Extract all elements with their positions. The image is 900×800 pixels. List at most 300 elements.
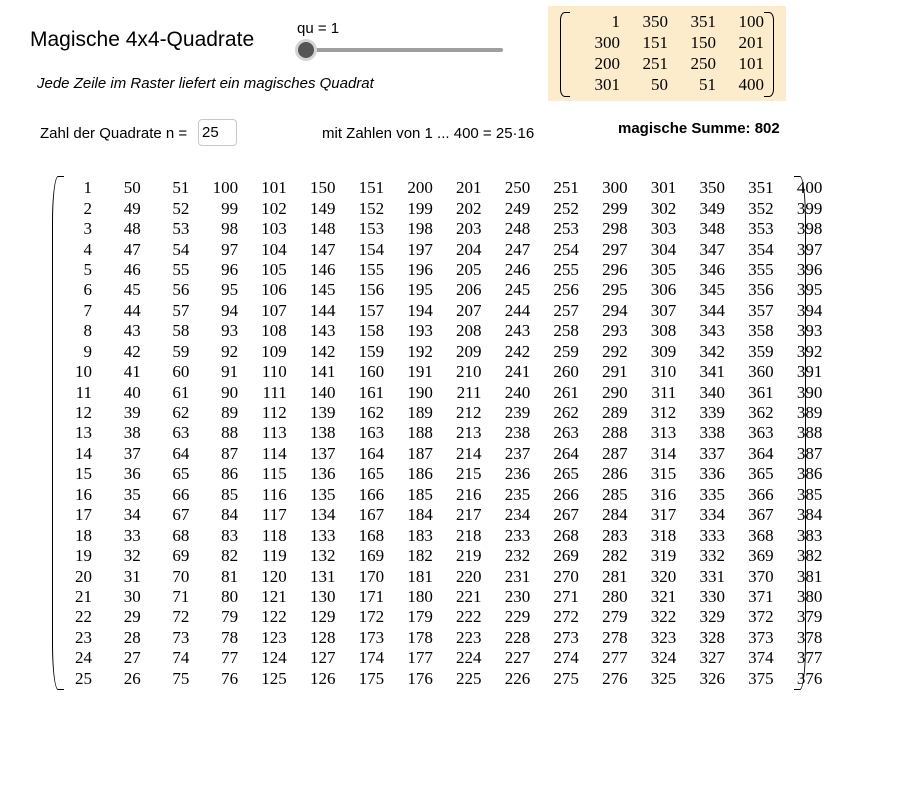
grid-cell: 327 <box>699 648 725 668</box>
grid-cell: 159 <box>358 341 385 361</box>
grid-cell: 95 <box>221 280 239 300</box>
grid-cell: 248 <box>504 219 531 239</box>
grid-cell: 104 <box>261 239 287 259</box>
grid-cell: 197 <box>407 239 433 259</box>
grid-cell: 225 <box>456 668 482 688</box>
grid-cell: 171 <box>358 586 385 606</box>
grid-cell: 243 <box>504 321 531 341</box>
grid-cell: 40 <box>123 382 141 402</box>
grid-cell: 251 <box>553 178 579 198</box>
square-cell: 300 <box>594 33 620 52</box>
grid-cell: 269 <box>553 546 579 566</box>
grid-cell: 295 <box>602 280 628 300</box>
grid-cell: 38 <box>123 423 141 443</box>
grid-cell: 122 <box>261 607 287 627</box>
grid-cell: 347 <box>699 239 725 259</box>
grid-cell: 187 <box>407 443 433 463</box>
grid-cell: 213 <box>456 423 482 443</box>
grid-cell: 324 <box>650 648 677 668</box>
grid-cell: 257 <box>553 300 579 320</box>
grid-cell: 288 <box>602 423 628 443</box>
grid-cell: 57 <box>172 300 190 320</box>
grid-cell: 331 <box>699 566 725 586</box>
grid-cell: 346 <box>699 259 725 279</box>
square-row <box>572 74 764 95</box>
grid-cell: 334 <box>699 505 725 525</box>
grid-cell: 256 <box>553 280 579 300</box>
grid-row <box>62 362 822 382</box>
count-label: Zahl der Quadrate n = <box>40 125 188 142</box>
grid-cell: 261 <box>553 382 579 402</box>
grid-cell: 55 <box>172 259 190 279</box>
grid-cell: 150 <box>309 178 336 198</box>
grid-cell: 365 <box>748 464 774 484</box>
grid-cell: 39 <box>123 403 141 423</box>
grid-cell: 278 <box>602 627 628 647</box>
current-square-panel <box>548 6 786 101</box>
grid-cell: 385 <box>796 484 823 504</box>
grid-cell: 100 <box>212 178 239 198</box>
grid-cell: 293 <box>602 321 628 341</box>
grid-row <box>62 423 822 443</box>
grid-cell: 321 <box>650 586 677 606</box>
grid-cell: 46 <box>123 259 141 279</box>
grid-cell: 26 <box>123 668 141 688</box>
grid-cell: 374 <box>748 648 774 668</box>
square-cell: 350 <box>642 12 668 31</box>
grid-row <box>62 260 822 280</box>
grid-cell: 210 <box>456 362 482 382</box>
grid-cell: 58 <box>172 321 190 341</box>
grid-row <box>62 485 822 505</box>
grid-cell: 303 <box>650 219 677 239</box>
square-row <box>572 11 764 32</box>
grid-cell: 28 <box>123 627 141 647</box>
grid-cell: 92 <box>221 341 239 361</box>
grid-cell: 370 <box>748 566 774 586</box>
grid-cell: 144 <box>309 300 336 320</box>
grid-row <box>62 648 822 668</box>
grid-cell: 7 <box>83 300 92 320</box>
grid-cell: 250 <box>504 178 531 198</box>
grid-cell: 188 <box>407 423 433 443</box>
grid-cell: 143 <box>309 321 336 341</box>
grid-cell: 388 <box>796 423 823 443</box>
grid-row <box>62 239 822 259</box>
grid-cell: 270 <box>553 566 579 586</box>
grid-cell: 175 <box>358 668 385 688</box>
grid-cell: 135 <box>309 484 336 504</box>
grid-cell: 86 <box>221 464 239 484</box>
grid-cell: 218 <box>456 525 482 545</box>
grid-cell: 205 <box>456 259 482 279</box>
grid-cell: 344 <box>699 300 725 320</box>
grid-cell: 314 <box>650 443 677 463</box>
grid-cell: 156 <box>358 280 385 300</box>
grid-cell: 80 <box>221 586 239 606</box>
grid-cell: 121 <box>261 586 287 606</box>
grid-cell: 170 <box>358 566 385 586</box>
grid-cell: 184 <box>407 505 433 525</box>
grid-cell: 138 <box>309 423 336 443</box>
grid-cell: 358 <box>748 321 774 341</box>
grid-cell: 146 <box>309 259 336 279</box>
grid-cell: 379 <box>796 607 823 627</box>
grid-cell: 223 <box>456 627 482 647</box>
grid-cell: 27 <box>123 648 141 668</box>
grid-row <box>62 505 822 525</box>
range-text: mit Zahlen von 1 ... 400 = 25·16 <box>322 125 535 142</box>
grid-row <box>62 566 822 586</box>
grid-cell: 224 <box>456 648 482 668</box>
grid-cell: 77 <box>221 648 239 668</box>
grid-cell: 54 <box>172 239 190 259</box>
grid-cell: 160 <box>358 362 385 382</box>
page-title: Magische 4x4-Quadrate <box>30 28 255 51</box>
grid-cell: 296 <box>602 259 628 279</box>
grid-cell: 12 <box>75 403 92 423</box>
grid-cell: 158 <box>358 321 385 341</box>
grid-cell: 330 <box>699 586 725 606</box>
grid-cell: 43 <box>123 321 141 341</box>
grid-cell: 306 <box>650 280 677 300</box>
grid-cell: 230 <box>504 586 531 606</box>
grid-cell: 315 <box>650 464 677 484</box>
grid-cell: 33 <box>123 525 141 545</box>
grid-cell: 398 <box>796 219 823 239</box>
grid-cell: 310 <box>650 362 677 382</box>
grid-cell: 211 <box>456 382 482 402</box>
grid-cell: 37 <box>123 443 141 463</box>
grid-cell: 148 <box>309 219 336 239</box>
grid-cell: 185 <box>407 484 433 504</box>
grid-cell: 120 <box>261 566 287 586</box>
grid-cell: 246 <box>504 259 531 279</box>
grid-cell: 105 <box>261 259 287 279</box>
grid-cell: 342 <box>699 341 725 361</box>
grid-cell: 275 <box>553 668 579 688</box>
square-cell: 150 <box>690 33 716 52</box>
grid-cell: 209 <box>456 341 482 361</box>
grid-row <box>62 464 822 484</box>
grid-cell: 274 <box>553 648 579 668</box>
grid-cell: 1 <box>83 178 92 198</box>
grid-cell: 32 <box>123 546 141 566</box>
grid-cell: 233 <box>504 525 531 545</box>
grid-cell: 71 <box>172 586 190 606</box>
grid-cell: 400 <box>796 178 823 198</box>
grid-cell: 29 <box>123 607 141 627</box>
grid-cell: 22 <box>75 607 92 627</box>
grid-cell: 309 <box>650 341 677 361</box>
grid-cell: 272 <box>553 607 579 627</box>
grid-cell: 130 <box>309 586 336 606</box>
square-cell: 200 <box>594 54 620 73</box>
grid-cell: 114 <box>261 443 287 463</box>
grid-cell: 320 <box>650 566 677 586</box>
grid-row <box>62 301 822 321</box>
grid-cell: 102 <box>261 198 287 218</box>
grid-cell: 300 <box>602 178 628 198</box>
grid-cell: 149 <box>309 198 336 218</box>
grid-cell: 167 <box>358 505 385 525</box>
grid-cell: 147 <box>309 239 336 259</box>
grid-cell: 76 <box>221 668 239 688</box>
grid-cell: 318 <box>650 525 677 545</box>
grid-cell: 124 <box>261 648 287 668</box>
grid-cell: 82 <box>221 546 239 566</box>
grid-cell: 3 <box>83 219 92 239</box>
grid-cell: 289 <box>602 403 628 423</box>
grid-cell: 376 <box>796 668 823 688</box>
grid-cell: 301 <box>650 178 677 198</box>
count-input[interactable] <box>198 119 237 146</box>
grid-cell: 165 <box>358 464 385 484</box>
grid-cell: 173 <box>358 627 385 647</box>
grid-cell: 202 <box>456 198 482 218</box>
grid-cell: 332 <box>699 546 725 566</box>
grid-cell: 350 <box>699 178 725 198</box>
grid-cell: 13 <box>75 423 92 443</box>
grid-cell: 139 <box>309 403 336 423</box>
grid-cell: 178 <box>407 627 433 647</box>
grid-cell: 83 <box>221 525 239 545</box>
grid-cell: 336 <box>699 464 725 484</box>
square-cell: 1 <box>611 12 620 31</box>
grid-cell: 60 <box>172 362 190 382</box>
grid-cell: 221 <box>456 586 482 606</box>
grid-cell: 90 <box>221 382 239 402</box>
grid-cell: 337 <box>699 443 725 463</box>
grid-cell: 363 <box>748 423 774 443</box>
grid-cell: 290 <box>602 382 628 402</box>
square-cell: 351 <box>690 12 716 31</box>
grid-cell: 141 <box>309 362 336 382</box>
grid-cell: 94 <box>221 300 239 320</box>
grid-cell: 299 <box>602 198 628 218</box>
grid-cell: 131 <box>309 566 336 586</box>
grid-cell: 78 <box>221 627 239 647</box>
grid-cell: 6 <box>83 280 92 300</box>
grid-cell: 280 <box>602 586 628 606</box>
grid-cell: 47 <box>123 239 141 259</box>
grid-cell: 52 <box>172 198 190 218</box>
grid-cell: 93 <box>221 321 239 341</box>
grid-cell: 281 <box>602 566 628 586</box>
grid-cell: 179 <box>407 607 433 627</box>
grid-cell: 215 <box>456 464 482 484</box>
slider-label: qu = 1 <box>297 20 340 37</box>
grid-cell: 70 <box>172 566 190 586</box>
grid-cell: 2 <box>83 198 92 218</box>
grid-cell: 89 <box>221 403 239 423</box>
grid-cell: 74 <box>172 648 190 668</box>
grid-cell: 396 <box>796 259 823 279</box>
grid-cell: 17 <box>75 505 92 525</box>
grid-cell: 244 <box>504 300 531 320</box>
grid-cell: 237 <box>504 443 531 463</box>
magic-square-grid <box>62 178 822 689</box>
grid-cell: 214 <box>456 443 482 463</box>
square-row <box>572 32 764 53</box>
grid-cell: 311 <box>651 382 677 402</box>
grid-cell: 193 <box>407 321 433 341</box>
right-paren <box>764 12 774 97</box>
grid-cell: 352 <box>748 198 774 218</box>
grid-cell: 15 <box>75 464 92 484</box>
grid-cell: 67 <box>172 505 190 525</box>
grid-cell: 262 <box>553 403 579 423</box>
grid-cell: 286 <box>602 464 628 484</box>
grid-cell: 23 <box>75 627 92 647</box>
grid-cell: 136 <box>309 464 336 484</box>
grid-cell: 118 <box>261 525 287 545</box>
grid-cell: 216 <box>456 484 482 504</box>
grid-cell: 14 <box>75 443 92 463</box>
grid-cell: 151 <box>358 178 385 198</box>
grid-cell: 349 <box>699 198 725 218</box>
grid-cell: 44 <box>123 300 141 320</box>
grid-cell: 9 <box>83 341 92 361</box>
grid-cell: 232 <box>504 546 531 566</box>
grid-cell: 328 <box>699 627 725 647</box>
grid-cell: 245 <box>504 280 531 300</box>
grid-cell: 371 <box>748 586 774 606</box>
grid-cell: 264 <box>553 443 579 463</box>
grid-row <box>62 198 822 218</box>
grid-row <box>62 382 822 402</box>
grid-cell: 234 <box>504 505 531 525</box>
grid-cell: 109 <box>261 341 287 361</box>
grid-cell: 267 <box>553 505 579 525</box>
grid-cell: 308 <box>650 321 677 341</box>
grid-cell: 291 <box>602 362 628 382</box>
grid-cell: 50 <box>123 178 141 198</box>
grid-cell: 208 <box>456 321 482 341</box>
grid-cell: 64 <box>172 443 190 463</box>
grid-cell: 194 <box>407 300 433 320</box>
grid-cell: 192 <box>407 341 433 361</box>
grid-cell: 263 <box>553 423 579 443</box>
grid-cell: 361 <box>748 382 774 402</box>
grid-cell: 129 <box>309 607 336 627</box>
grid-cell: 326 <box>699 668 725 688</box>
grid-cell: 133 <box>309 525 336 545</box>
square-cell: 100 <box>738 12 764 31</box>
grid-cell: 183 <box>407 525 433 545</box>
grid-cell: 394 <box>796 300 823 320</box>
left-paren <box>560 12 570 97</box>
grid-cell: 134 <box>309 505 336 525</box>
grid-cell: 294 <box>602 300 628 320</box>
grid-cell: 16 <box>75 484 92 504</box>
square-cell: 251 <box>642 54 668 73</box>
square-cell: 301 <box>594 75 620 94</box>
grid-cell: 111 <box>262 382 287 402</box>
grid-cell: 229 <box>504 607 531 627</box>
qu-slider-track[interactable] <box>306 48 503 52</box>
grid-row <box>62 525 822 545</box>
grid-cell: 340 <box>699 382 725 402</box>
grid-cell: 285 <box>602 484 628 504</box>
grid-cell: 21 <box>75 586 92 606</box>
grid-cell: 304 <box>650 239 677 259</box>
grid-cell: 180 <box>407 586 433 606</box>
grid-cell: 276 <box>602 668 628 688</box>
grid-cell: 85 <box>221 484 239 504</box>
grid-cell: 259 <box>553 341 579 361</box>
grid-cell: 277 <box>602 648 628 668</box>
grid-cell: 297 <box>602 239 628 259</box>
grid-cell: 137 <box>309 443 336 463</box>
grid-cell: 333 <box>699 525 725 545</box>
grid-cell: 323 <box>650 627 677 647</box>
square-cell: 151 <box>642 33 668 52</box>
grid-cell: 395 <box>796 280 823 300</box>
grid-cell: 189 <box>407 403 433 423</box>
grid-cell: 228 <box>504 627 531 647</box>
grid-cell: 51 <box>172 178 190 198</box>
current-magic-square <box>572 11 764 95</box>
grid-cell: 41 <box>123 362 141 382</box>
grid-cell: 66 <box>172 484 190 504</box>
grid-cell: 266 <box>553 484 579 504</box>
grid-cell: 268 <box>553 525 579 545</box>
grid-cell: 241 <box>504 362 531 382</box>
grid-cell: 155 <box>358 259 385 279</box>
subtitle: Jede Zeile im Raster liefert ein magisches Quadrat <box>37 75 374 92</box>
magic-sum-label: magische Summe: 802 <box>618 120 780 137</box>
grid-cell: 123 <box>261 627 287 647</box>
grid-cell: 186 <box>407 464 433 484</box>
grid-cell: 313 <box>650 423 677 443</box>
qu-slider-handle[interactable] <box>298 42 314 58</box>
grid-cell: 282 <box>602 546 628 566</box>
grid-cell: 182 <box>407 546 433 566</box>
grid-cell: 339 <box>699 403 725 423</box>
grid-cell: 181 <box>407 566 433 586</box>
grid-cell: 390 <box>796 382 823 402</box>
grid-cell: 177 <box>407 648 433 668</box>
grid-row <box>62 669 822 689</box>
grid-cell: 207 <box>456 300 482 320</box>
grid-cell: 101 <box>261 178 287 198</box>
grid-cell: 166 <box>358 484 385 504</box>
grid-cell: 127 <box>309 648 336 668</box>
grid-cell: 195 <box>407 280 433 300</box>
grid-cell: 35 <box>123 484 141 504</box>
grid-row <box>62 607 822 627</box>
grid-cell: 253 <box>553 219 579 239</box>
grid-cell: 117 <box>261 505 287 525</box>
grid-cell: 128 <box>309 627 336 647</box>
grid-row <box>62 342 822 362</box>
grid-cell: 72 <box>172 607 190 627</box>
grid-cell: 61 <box>172 382 190 402</box>
grid-cell: 322 <box>650 607 677 627</box>
grid-cell: 107 <box>261 300 287 320</box>
grid-cell: 73 <box>172 627 190 647</box>
grid-cell: 162 <box>358 403 385 423</box>
grid-cell: 393 <box>796 321 823 341</box>
grid-cell: 87 <box>221 443 239 463</box>
grid-cell: 115 <box>261 464 287 484</box>
grid-cell: 91 <box>221 362 239 382</box>
grid-cell: 132 <box>309 546 336 566</box>
grid-cell: 191 <box>407 362 433 382</box>
grid-cell: 68 <box>172 525 190 545</box>
grid-cell: 383 <box>796 525 823 545</box>
